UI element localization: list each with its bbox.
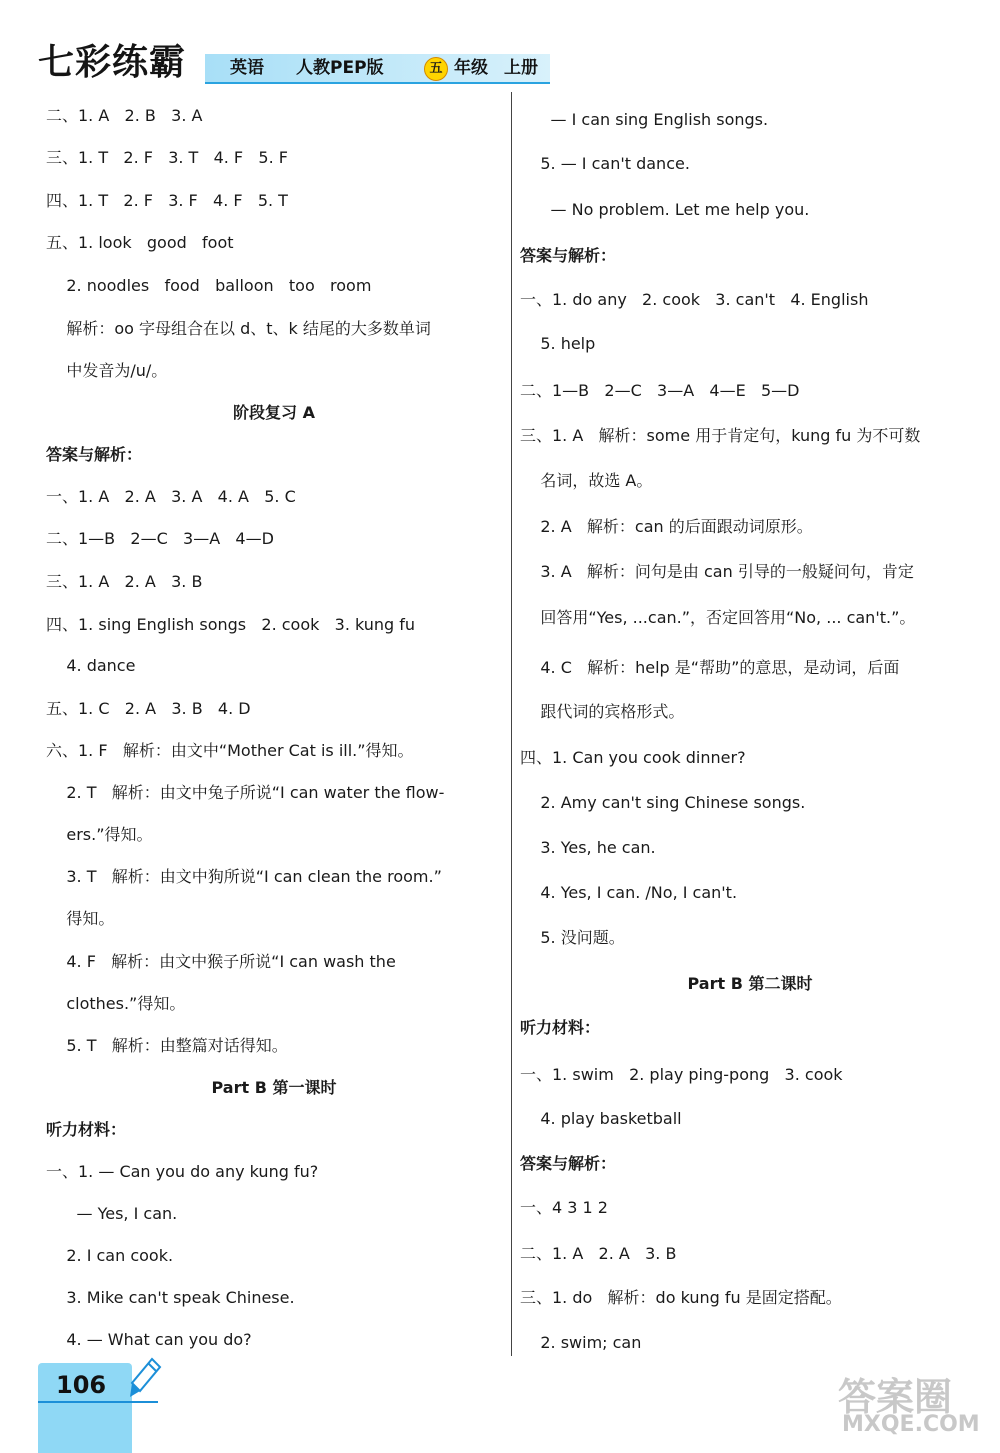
subsection-label: 听力材料： [46, 1120, 127, 1139]
answer-line: 一、1. swim 2. play ping-pong 3. cook [520, 1065, 843, 1084]
answer-line: 2. swim; can [520, 1333, 642, 1352]
answer-line: 回答用“Yes, ...can.”，否定回答用“No, ... can't.”。 [520, 608, 916, 627]
grade-label: 年级 [454, 58, 488, 78]
page-header [0, 0, 1000, 96]
answer-line: 五、1. C 2. A 3. B 4. D [46, 699, 251, 718]
section-heading: Part B 第一课时 [211, 1078, 337, 1097]
edition-label: 人教PEP版 [296, 58, 384, 78]
logo-text: 七彩练霸 [38, 41, 187, 83]
watermark-text: 答案圈 [838, 1375, 953, 1419]
answer-line: 得知。 [46, 909, 115, 928]
subsection-label: 答案与解析： [46, 445, 143, 464]
subsection-label: 答案与解析： [520, 1154, 617, 1173]
answer-line: 三、1. do 解析：do kung fu 是固定搭配。 [520, 1288, 842, 1307]
series-logo [38, 40, 186, 84]
answer-line: 五、1. look good foot [46, 233, 234, 252]
answer-line: 四、1. Can you cook dinner? [520, 748, 746, 767]
answer-line: 4. C 解析：help 是“帮助”的意思，是动词，后面 [520, 658, 900, 677]
volume-label: 上册 [504, 58, 538, 78]
subsection-label: 答案与解析： [520, 246, 617, 265]
answer-line: 2. T 解析：由文中兔子所说“I can water the flow- [46, 783, 445, 802]
answer-line: 一、1. — Can you do any kung fu? [46, 1162, 319, 1181]
answer-line: 4. dance [46, 656, 136, 675]
grade-number-badge: 五 [424, 57, 448, 81]
answer-line: 中发音为/u/。 [46, 361, 168, 380]
answer-line: 4. — What can you do? [46, 1330, 252, 1349]
answer-line: 3. A 解析：问句是由 can 引导的一般疑问句，肯定 [520, 562, 914, 581]
answer-line: ers.”得知。 [46, 825, 153, 844]
answer-line: 3. T 解析：由文中狗所说“I can clean the room.” [46, 867, 442, 886]
answer-line: 5. 没问题。 [520, 928, 625, 947]
answer-line: 二、1. A 2. B 3. A [46, 106, 203, 125]
answer-line: 名词，故选 A。 [520, 471, 653, 490]
subsection-label: 听力材料： [520, 1018, 601, 1037]
answer-line: 三、1. A 2. A 3. B [46, 572, 203, 591]
answer-line: 三、1. T 2. F 3. T 4. F 5. F [46, 148, 288, 167]
answer-line: 5. — I can't dance. [520, 154, 690, 173]
watermark [838, 1366, 988, 1446]
answer-line: — No problem. Let me help you. [520, 200, 810, 219]
answer-line: 四、1. T 2. F 3. F 4. F 5. T [46, 191, 288, 210]
answer-line: 4. F 解析：由文中猴子所说“I can wash the [46, 952, 396, 971]
answer-line: — I can sing English songs. [520, 110, 769, 129]
answer-line: 四、1. sing English songs 2. cook 3. kung fu [46, 615, 416, 634]
answer-line: 二、1—B 2—C 3—A 4—D [46, 529, 274, 548]
answer-line: 一、4 3 1 2 [520, 1198, 608, 1217]
answer-line: — Yes, I can. [46, 1204, 178, 1223]
answer-line: 一、1. A 2. A 3. A 4. A 5. C [46, 487, 296, 506]
watermark-url: MXQE.COM [842, 1412, 980, 1437]
page-number: 106 [56, 1371, 107, 1399]
answer-line: 解析：oo 字母组合在以 d、t、k 结尾的大多数单词 [46, 319, 431, 338]
answer-line: 二、1—B 2—C 3—A 4—E 5—D [520, 381, 800, 400]
answer-line: 5. T 解析：由整篇对话得知。 [46, 1036, 288, 1055]
answer-line: 二、1. A 2. A 3. B [520, 1244, 677, 1263]
answer-line: 2. I can cook. [46, 1246, 174, 1265]
column-divider [511, 92, 512, 1356]
section-heading: Part B 第二课时 [687, 974, 813, 993]
answer-line: 3. Mike can't speak Chinese. [46, 1288, 295, 1307]
subject-label: 英语 [230, 58, 264, 78]
answer-line: clothes.”得知。 [46, 994, 186, 1013]
answer-line: 2. noodles food balloon too room [46, 276, 372, 295]
answer-line: 跟代词的宾格形式。 [520, 702, 685, 721]
section-heading: 阶段复习 A [233, 403, 315, 422]
pencil-icon [128, 1357, 162, 1403]
answer-line: 2. A 解析：can 的后面跟动词原形。 [520, 517, 813, 536]
answer-line: 六、1. F 解析：由文中“Mother Cat is ill.”得知。 [46, 741, 414, 760]
answer-line: 3. Yes, he can. [520, 838, 656, 857]
answer-line: 2. Amy can't sing Chinese songs. [520, 793, 806, 812]
answer-line: 4. play basketball [520, 1109, 682, 1128]
answer-line: 5. help [520, 334, 596, 353]
answer-line: 一、1. do any 2. cook 3. can't 4. English [520, 290, 869, 309]
answer-line: 4. Yes, I can. /No, I can't. [520, 883, 738, 902]
answer-line: 三、1. A 解析：some 用于肯定句，kung fu 为不可数 [520, 426, 921, 445]
